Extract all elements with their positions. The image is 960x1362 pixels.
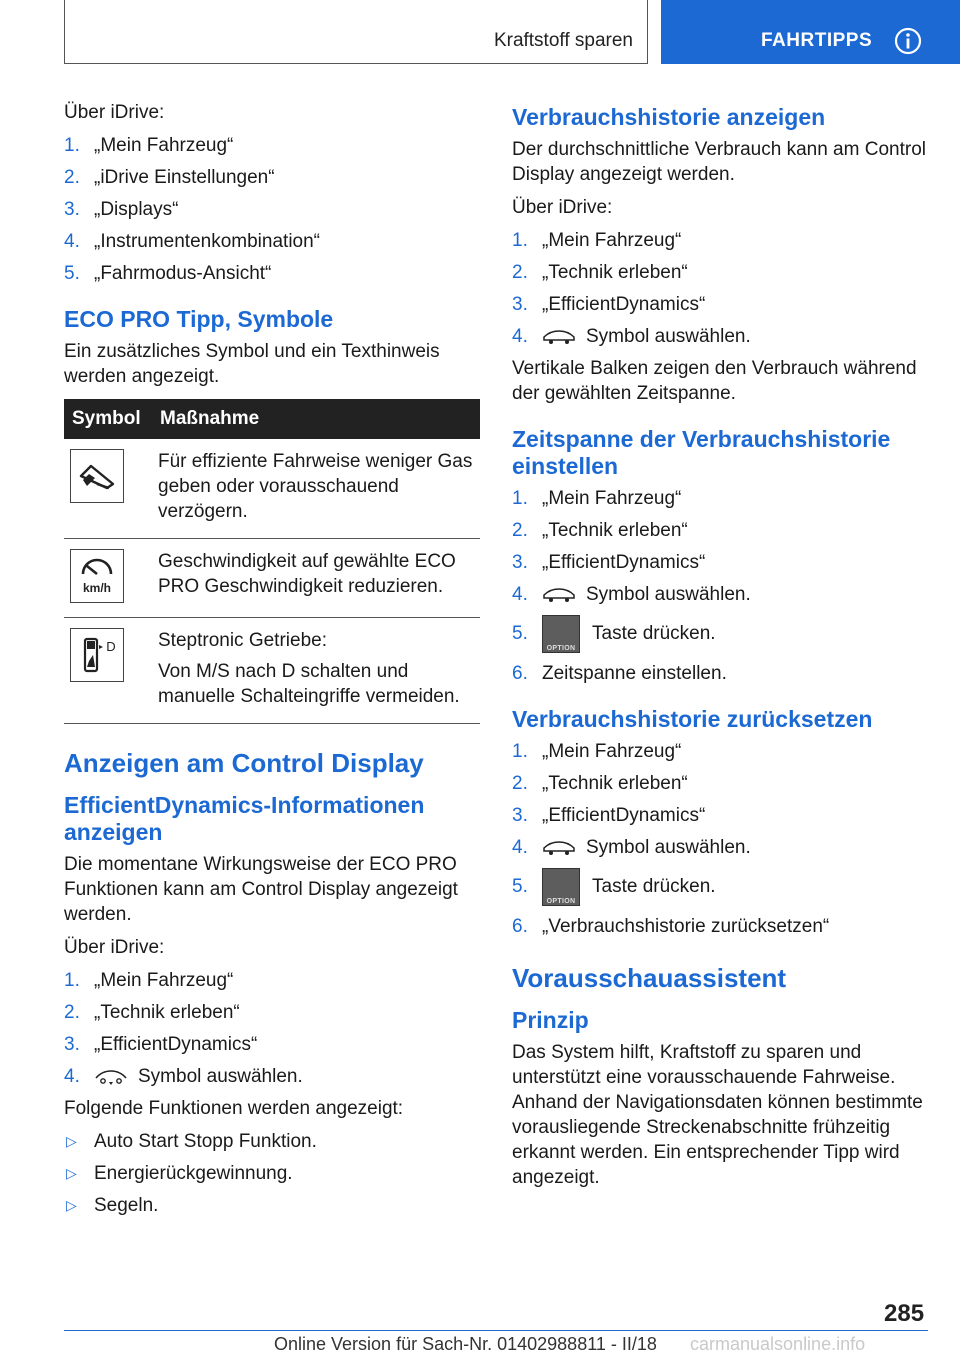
principle-text: Das System hilft, Kraftstoff zu sparen und unterstützt eine vorausschauende Fahrweise. Anhand der Navigationsdaten können bestimmte vorausliegende Streckenabschnitte frühzeitig erkannt werden. Ein entsprechender Tipp wird angezeigt. [512, 1042, 923, 1188]
header-chapter-tab[interactable] [661, 0, 960, 64]
list-item: 5. „Fahrmodus-Ansicht“ [64, 263, 272, 284]
timespan-steps-list [512, 486, 932, 686]
footer-divider [64, 1330, 928, 1331]
option-button-icon: OPTION [542, 615, 580, 653]
list-item: 5. OPTION Taste drücken. [512, 614, 932, 654]
list-item: 1. „Mein Fahrzeug“ [512, 230, 682, 251]
table-header-symbol: Symbol [64, 399, 152, 439]
option-button-icon: OPTION [542, 868, 580, 906]
consumption-car-icon [542, 586, 576, 604]
idrive-intro: Über iDrive: [64, 102, 165, 123]
list-item: ▷ Segeln. [66, 1195, 159, 1216]
list-item: 4. Symbol auswählen. [64, 1066, 303, 1087]
footer-version: Online Version für Sach-Nr. 01402988811 - II/18 [274, 1334, 657, 1354]
eco-tips-text: Ein zusätzliches Symbol und ein Texthinweis werden angezeigt. [64, 341, 440, 387]
list-item: 3. „EfficientDynamics“ [512, 552, 706, 573]
list-item: 3. „EfficientDynamics“ [64, 1034, 258, 1055]
list-item: 4. Symbol auswählen. [512, 326, 751, 347]
header-section-title: Kraftstoff sparen [493, 30, 633, 51]
table-row [64, 618, 480, 724]
reset-steps-list [512, 739, 932, 939]
heading-efficientdynamics-info: EfficientDynamics-Informationen anzeigen [64, 792, 425, 845]
list-item: 5. OPTION Taste drücken. [512, 867, 932, 907]
list-item: 1. „Mein Fahrzeug“ [64, 970, 234, 991]
list-item: 2. „Technik erleben“ [512, 520, 688, 541]
ed-steps-list [64, 968, 480, 1089]
heading-history-timespan: Zeitspanne der Verbrauchshistorie einstellen [512, 426, 891, 479]
svg-text:km/h: km/h [82, 581, 112, 595]
table-row [64, 539, 480, 618]
svg-text:D: D [106, 639, 116, 654]
heading-principle: Prinzip [512, 1007, 589, 1033]
display-steps-list [64, 133, 480, 286]
table-cell: Geschwindigkeit auf gewählte ECO PRO Geschwindigkeit reduzieren. [152, 539, 480, 618]
list-item: 4. Symbol auswählen. [512, 837, 751, 858]
list-item: 1. „Mein Fahrzeug“ [512, 488, 682, 509]
table-cell: Steptronic Getriebe: Von M/S nach D schalten und manuelle Schalteingriffe vermeiden. [152, 618, 480, 724]
gear-lever-icon [70, 628, 124, 682]
header-chapter-title: FAHRTIPPS [761, 30, 873, 51]
ed-info-text: Die momentane Wirkungsweise der ECO PRO Funktionen kann am Control Display angezeigt werden. [64, 854, 458, 925]
speedometer-kmh-icon [70, 549, 124, 603]
history-steps-list [512, 228, 932, 349]
list-item: ▷ Auto Start Stopp Funktion. [66, 1131, 317, 1152]
list-item: 2. „Technik erleben“ [512, 262, 688, 283]
list-item: 4. Symbol auswählen. [512, 584, 751, 605]
right-column [512, 104, 932, 1190]
list-item: 3. „Displays“ [64, 199, 179, 220]
table-row [64, 439, 480, 539]
functions-intro: Folgende Funktionen werden angezeigt: [64, 1098, 404, 1119]
heading-history-show: Verbrauchshistorie anzeigen [512, 104, 826, 130]
pedal-icon [70, 449, 124, 503]
list-item: 3. „EfficientDynamics“ [512, 805, 706, 826]
list-item: 1. „Mein Fahrzeug“ [512, 741, 682, 762]
heading-history-reset: Verbrauchshistorie zurücksetzen [512, 706, 873, 732]
list-item: 3. „EfficientDynamics“ [512, 294, 706, 315]
list-item: 4. „Instrumentenkombination“ [64, 231, 320, 252]
consumption-car-icon [542, 328, 576, 346]
symbol-table [64, 399, 480, 724]
header-section-box [64, 0, 648, 64]
table-header-action: Maßnahme [152, 399, 480, 439]
consumption-car-icon [542, 839, 576, 857]
list-item: 2. „iDrive Einstellungen“ [64, 167, 275, 188]
list-item: 2. „Technik erleben“ [512, 773, 688, 794]
list-item: 1. „Mein Fahrzeug“ [64, 135, 234, 156]
table-cell: Für effiziente Fahrweise weniger Gas geben oder vorausschauend verzögern. [152, 439, 480, 539]
bars-text: Vertikale Balken zeigen den Verbrauch während der gewählten Zeitspanne. [512, 358, 917, 404]
idrive-intro-right: Über iDrive: [512, 197, 613, 218]
heading-eco-pro-tips: ECO PRO Tipp, Symbole [64, 306, 334, 332]
functions-list [64, 1129, 480, 1218]
list-item: ▷ Energierückgewinnung. [66, 1163, 293, 1184]
list-item: 2. „Technik erleben“ [64, 1002, 240, 1023]
page-number: 285 [884, 1300, 925, 1327]
list-item: 6. „Verbrauchshistorie zurücksetzen“ [512, 916, 830, 937]
idrive-intro-2: Über iDrive: [64, 937, 165, 958]
car-ed-icon [94, 1068, 128, 1086]
info-icon[interactable] [894, 27, 922, 55]
watermark: carmanualsonline.info [690, 1334, 866, 1354]
list-item: 6. Zeitspanne einstellen. [512, 663, 727, 684]
heading-control-display: Anzeigen am Control Display [64, 748, 424, 778]
history-text: Der durchschnittliche Verbrauch kann am Control Display angezeigt werden. [512, 139, 926, 185]
heading-predictive-assistant: Vorausschauassistent [512, 963, 787, 993]
left-column [64, 100, 480, 1225]
